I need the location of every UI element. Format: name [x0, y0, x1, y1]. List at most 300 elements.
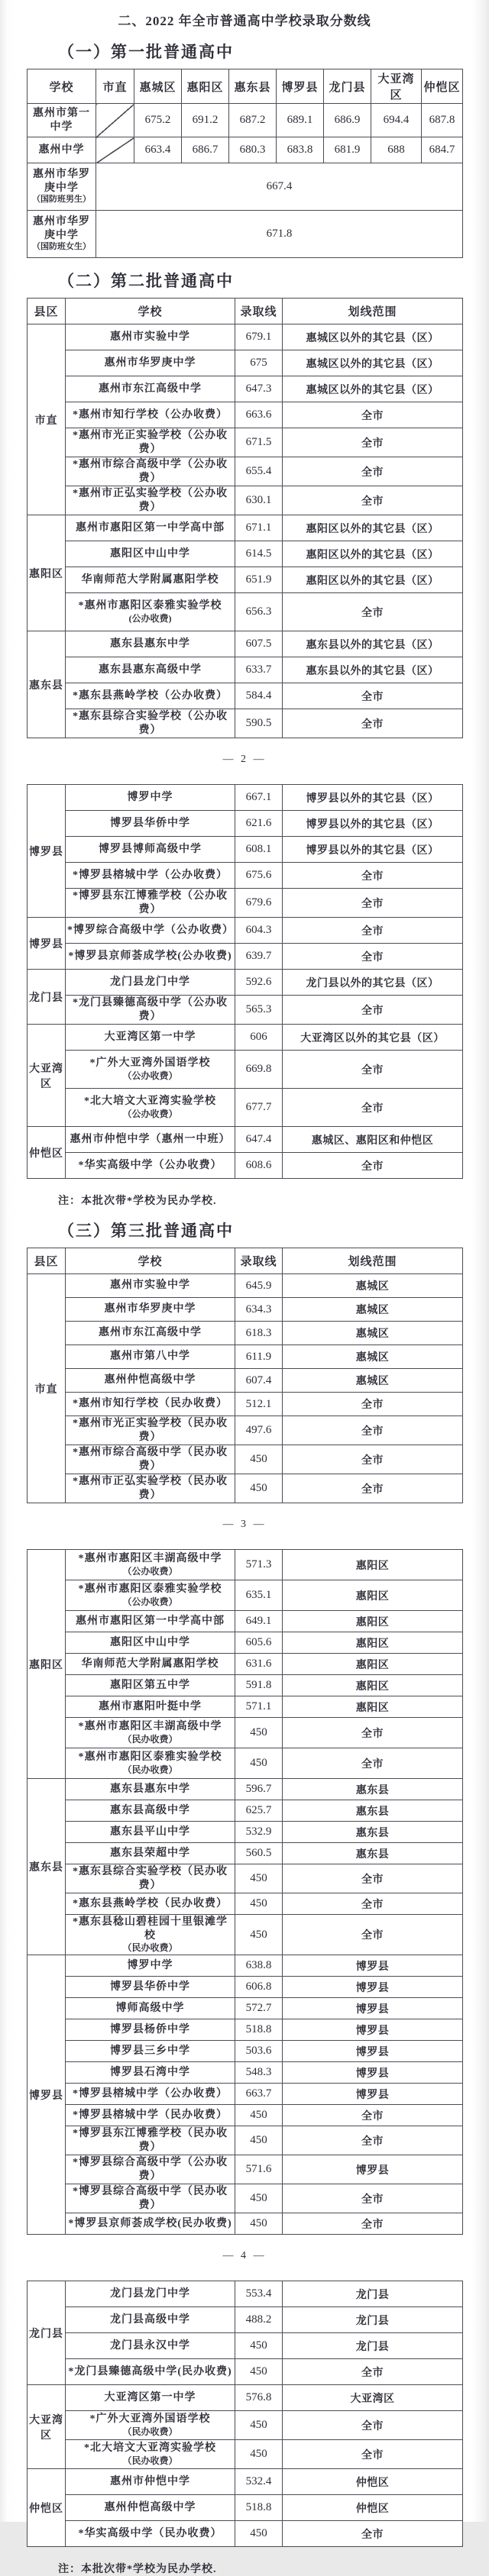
range-cell: 全市 [283, 2440, 463, 2469]
range-cell: 惠城区 [283, 1274, 463, 1298]
school-cell [66, 1445, 235, 1474]
score-cell: 691.2 [182, 104, 229, 137]
score-cell: 675.6 [235, 863, 283, 889]
district-cell: 大亚湾区 [28, 2385, 66, 2469]
range-cell: 惠阳区以外的其它县（区） [283, 541, 463, 567]
school-name: *惠州市惠阳区丰湖高级中学 [78, 1721, 222, 1733]
range-cell: 全市 [283, 2105, 463, 2126]
score-cell: 607.5 [235, 631, 283, 657]
range-cell: 全市 [283, 683, 463, 709]
school-name: *惠州市知行学校（民办收费） [73, 1398, 228, 1410]
school-name: 惠州市第八中学 [110, 1351, 190, 1363]
range-cell: 龙门县 [283, 2307, 463, 2333]
table-row [28, 2469, 463, 2495]
table-row [28, 1955, 463, 1977]
school-cell [28, 137, 96, 163]
score-cell: 645.9 [235, 1274, 283, 1298]
range-cell: 全市 [283, 1718, 463, 1748]
score-table-segment [27, 1248, 463, 1503]
score-cell: 512.1 [235, 1393, 283, 1416]
score-cell: 497.6 [235, 1416, 283, 1445]
school-cell [66, 376, 235, 402]
batch2-note: 注：本批次带*学校为民办学校. [58, 1196, 217, 1207]
score-cell: 450 [235, 1718, 283, 1748]
school-name-subline: （公办收费） [122, 1070, 178, 1081]
school-cell [66, 1416, 235, 1445]
score-cell: 450 [235, 1893, 283, 1915]
column-header: 学校 [66, 299, 235, 324]
school-name: *惠东县燕岭学校（公办收费） [73, 689, 228, 702]
table-row [28, 137, 463, 163]
school-name: 大亚湾区第一中学 [104, 2391, 196, 2403]
table-row [28, 1915, 463, 1955]
score-cell: 450 [235, 1474, 283, 1503]
table-row [28, 785, 463, 811]
table-row [28, 1051, 463, 1089]
school-name: *龙门县臻德高级中学（公办收费） [73, 997, 228, 1022]
school-name: 华南师范大学附属惠阳学校 [81, 573, 219, 586]
score-cell: 638.8 [235, 1955, 283, 1977]
table-row [28, 889, 463, 918]
school-name: *惠东县综合实验学校（民办收费） [73, 1866, 228, 1891]
range-cell: 惠城区以外的其它县（区） [283, 376, 463, 402]
score-cell: 647.4 [235, 1127, 283, 1153]
range-cell: 全市 [283, 1153, 463, 1179]
score-table-segment [27, 298, 463, 738]
table-row [28, 2213, 463, 2235]
table-row [28, 1369, 463, 1393]
school-name: 惠州市东江高级中学 [99, 383, 202, 395]
school-name: 惠州市华罗庚中学 [104, 357, 196, 369]
school-cell [66, 2521, 235, 2547]
school-cell [66, 1550, 235, 1580]
batch2-table-part2 [0, 784, 489, 1179]
score-cell: 631.6 [235, 1654, 283, 1675]
school-cell [66, 2105, 235, 2126]
score-cell: 606.8 [235, 1977, 283, 1998]
range-cell: 惠东县 [283, 1800, 463, 1822]
table-row [28, 457, 463, 486]
range-cell: 惠阳区 [283, 1611, 463, 1632]
table-row [28, 631, 463, 657]
school-cell [66, 1718, 235, 1748]
table-row [28, 350, 463, 376]
column-header: 龙门县 [324, 69, 371, 104]
school-name: *惠州市正弘实验学校（民办收费） [73, 1476, 228, 1501]
table-row [28, 2359, 463, 2385]
table-row [28, 1843, 463, 1864]
school-cell [66, 402, 235, 428]
range-cell: 全市 [283, 402, 463, 428]
school-name: 惠州市华罗庚中学 [104, 1303, 196, 1315]
range-cell: 龙门县 [283, 2281, 463, 2307]
score-cell: 560.5 [235, 1843, 283, 1864]
school-name: 惠州市惠阳区第一中学高中部 [76, 521, 225, 534]
batch1-header-row [28, 69, 463, 104]
range-cell: 全市 [283, 457, 463, 486]
school-name: *惠州市惠阳区泰雅实验学校 [78, 1751, 222, 1764]
table-row [28, 2155, 463, 2184]
school-name: 博罗县华侨中学 [110, 817, 190, 829]
score-cell: 596.7 [235, 1779, 283, 1800]
score-cell: 611.9 [235, 1345, 283, 1369]
page-number-2: — 2 — [222, 754, 267, 765]
score-cell: 503.6 [235, 2041, 283, 2062]
school-cell [66, 657, 235, 683]
table-row [28, 2411, 463, 2440]
school-cell [66, 918, 235, 944]
school-name: *北大培文大亚湾实验学校 [84, 1096, 216, 1108]
score-cell: 679.1 [235, 324, 283, 350]
table-row [28, 918, 463, 944]
table-row [28, 593, 463, 631]
score-cell: 548.3 [235, 2062, 283, 2084]
diagonal-blank-cell [96, 104, 134, 137]
school-name: *惠州市知行学校（公办收费） [73, 408, 228, 421]
district-cell: 大亚湾区 [28, 1025, 66, 1127]
column-header: 县区 [28, 299, 66, 324]
range-cell: 博罗县 [283, 1977, 463, 1998]
score-cell: 694.4 [371, 104, 422, 137]
school-name: *惠州市惠阳区泰雅实验学校 [78, 1583, 222, 1596]
batch3-heading: （三）第三批普通高中 [58, 1222, 234, 1240]
school-cell [66, 486, 235, 515]
score-table-segment [27, 1549, 463, 2235]
district-cell: 龙门县 [28, 970, 66, 1025]
score-cell: 608.6 [235, 1153, 283, 1179]
school-cell [66, 631, 235, 657]
table-row [28, 2281, 463, 2307]
school-cell [66, 1127, 235, 1153]
school-cell [66, 428, 235, 457]
score-cell: 606 [235, 1025, 283, 1051]
range-cell: 博罗县 [283, 1955, 463, 1977]
score-cell: 679.6 [235, 889, 283, 918]
table-row [28, 1998, 463, 2019]
school-name: 惠州市实验中学 [110, 331, 190, 343]
score-cell: 663.4 [134, 137, 182, 163]
range-cell: 惠城区以外的其它县（区） [283, 324, 463, 350]
score-cell: 450 [235, 1748, 283, 1779]
score-table-segment [27, 2281, 463, 2547]
batch3-table-part2 [0, 1549, 489, 2235]
school-name: *博罗县东江博雅学校（民办收费） [73, 2128, 228, 2153]
column-header: 惠城区 [134, 69, 182, 104]
district-cell: 惠阳区 [28, 515, 66, 631]
school-name: *博罗县综合高级中学（公办收费） [73, 2157, 228, 2182]
school-cell [66, 970, 235, 996]
school-name: *惠州市光正实验学校（公办收费） [73, 430, 228, 455]
range-cell: 全市 [283, 2126, 463, 2155]
batch1-heading: （一）第一批普通高中 [58, 43, 234, 61]
school-cell [66, 2333, 235, 2359]
school-name: *龙门县臻德高级中学(民办收费) [68, 2365, 232, 2377]
range-cell: 全市 [283, 889, 463, 918]
table-row [28, 1779, 463, 1800]
score-cell: 450 [235, 2440, 283, 2469]
school-name: 惠州市仲恺中学 [110, 2475, 190, 2487]
range-cell: 全市 [283, 709, 463, 738]
school-cell [66, 1274, 235, 1298]
column-header: 仲恺区 [422, 69, 463, 104]
table-row [28, 324, 463, 350]
score-cell: 518.8 [235, 2019, 283, 2041]
school-cell [66, 1393, 235, 1416]
school-name: *北大培文大亚湾实验学校 [84, 2442, 216, 2455]
school-name: 大亚湾区第一中学 [104, 1031, 196, 1043]
table-row [28, 1654, 463, 1675]
column-header: 录取线 [235, 299, 283, 324]
score-cell: 571.3 [235, 1550, 283, 1580]
school-cell [66, 515, 235, 541]
table-row [28, 2105, 463, 2126]
score-cell: 680.3 [229, 137, 277, 163]
school-cell [66, 567, 235, 593]
score-cell: 651.9 [235, 567, 283, 593]
score-cell: 450 [235, 2333, 283, 2359]
table-row [28, 2495, 463, 2521]
range-cell: 全市 [283, 996, 463, 1025]
score-cell: 686.9 [324, 104, 371, 137]
table-row [28, 863, 463, 889]
school-name: 博罗中学 [127, 1959, 173, 1971]
table-row [28, 1718, 463, 1748]
school-cell [66, 1864, 235, 1893]
table-row [28, 1550, 463, 1580]
school-cell [66, 1915, 235, 1955]
score-cell: 667.1 [235, 785, 283, 811]
school-name: 龙门县永汉中学 [110, 2339, 190, 2352]
range-cell: 惠阳区 [283, 1654, 463, 1675]
table-row [28, 709, 463, 738]
score-cell: 633.7 [235, 657, 283, 683]
table-row [28, 2307, 463, 2333]
school-name: 惠州市仲恺中学（惠州一中班） [70, 1133, 231, 1145]
school-name: 惠东县荣超中学 [110, 1847, 190, 1859]
school-cell [66, 709, 235, 738]
range-cell: 惠城区 [283, 1345, 463, 1369]
school-cell [66, 863, 235, 889]
district-cell: 仲恺区 [28, 1127, 66, 1179]
school-name: 惠州仲恺高级中学 [104, 1374, 196, 1386]
school-cell [28, 104, 96, 137]
range-cell: 大亚湾区 [283, 2385, 463, 2411]
table-row [28, 1675, 463, 1696]
school-name: 惠东县高级中学 [110, 1804, 190, 1816]
school-name: *博罗县榕城中学（公办收费） [73, 2087, 228, 2100]
range-cell: 博罗县以外的其它县（区） [283, 837, 463, 863]
diagonal-blank-cell [96, 137, 134, 163]
score-cell: 584.4 [235, 683, 283, 709]
school-name: *博罗县京师荟成学校(民办收费) [68, 2217, 232, 2229]
table-row [28, 1864, 463, 1893]
school-name: 博罗县石湾中学 [110, 2066, 190, 2078]
range-cell: 全市 [283, 1915, 463, 1955]
school-cell [66, 1345, 235, 1369]
table-row [28, 1445, 463, 1474]
range-cell: 大亚湾区以外的其它县（区） [283, 1025, 463, 1051]
batch1-table [27, 69, 463, 258]
table-row [28, 1393, 463, 1416]
range-cell: 惠东县 [283, 1843, 463, 1864]
column-header: 县区 [28, 1248, 66, 1274]
school-name: 龙门县龙门中学 [110, 976, 190, 988]
score-cell: 656.3 [235, 593, 283, 631]
school-cell [66, 2126, 235, 2155]
score-cell: 649.1 [235, 1611, 283, 1632]
range-cell: 博罗县 [283, 2041, 463, 2062]
school-name: *华实高级中学（公办收费） [78, 1159, 222, 1171]
school-cell [66, 1822, 235, 1843]
table-row [28, 486, 463, 515]
school-cell [28, 211, 96, 258]
score-cell: 647.3 [235, 376, 283, 402]
table-row [28, 376, 463, 402]
school-name: *华实高级中学（民办收费） [78, 2527, 222, 2539]
range-cell: 全市 [283, 428, 463, 457]
range-cell: 惠城区、惠阳区和仲恺区 [283, 1127, 463, 1153]
score-cell: 663.6 [235, 402, 283, 428]
table-row [28, 1089, 463, 1127]
score-cell: 565.3 [235, 996, 283, 1025]
range-cell: 博罗县以外的其它县（区） [283, 811, 463, 837]
column-header: 学校 [28, 69, 96, 104]
school-cell [66, 837, 235, 863]
table-row [28, 2019, 463, 2041]
school-cell [66, 593, 235, 631]
school-cell [66, 1611, 235, 1632]
school-name: *博罗县东江博雅学校（公办收费） [73, 890, 228, 915]
school-name-subline: （民办收费） [122, 1733, 178, 1745]
range-cell: 惠阳区 [283, 1675, 463, 1696]
range-cell: 惠城区以外的其它县（区） [283, 350, 463, 376]
school-name: 惠州中学 [38, 144, 85, 156]
range-cell: 仲恺区 [283, 2469, 463, 2495]
school-cell [66, 785, 235, 811]
table-row [28, 2440, 463, 2469]
table-row [28, 2333, 463, 2359]
column-header: 录取线 [235, 1248, 283, 1274]
school-name: *惠州市综合高级中学（民办收费） [73, 1447, 228, 1472]
school-name: 博罗县华侨中学 [110, 1980, 190, 1993]
table-row [28, 211, 463, 258]
range-cell: 全市 [283, 1051, 463, 1089]
table-row [28, 1632, 463, 1654]
school-name: *广外大亚湾外国语学校 [89, 2413, 211, 2426]
table-row [28, 2184, 463, 2213]
score-cell: 450 [235, 2213, 283, 2235]
school-cell [66, 1800, 235, 1822]
school-cell [66, 944, 235, 970]
table-row [28, 541, 463, 567]
school-cell [66, 2155, 235, 2184]
school-cell [66, 2281, 235, 2307]
range-cell: 博罗县以外的其它县（区） [283, 785, 463, 811]
school-name-subline: （民办收费） [122, 2455, 178, 2466]
school-name: *惠州市光正实验学校（民办收费） [73, 1418, 228, 1443]
score-cell: 683.8 [277, 137, 324, 163]
school-name: 龙门县高级中学 [110, 2313, 190, 2326]
table-row [28, 1611, 463, 1632]
table-row [28, 1274, 463, 1298]
score-cell: 625.7 [235, 1800, 283, 1822]
range-cell: 全市 [283, 1748, 463, 1779]
range-cell: 龙门县 [283, 2333, 463, 2359]
range-cell: 惠城区 [283, 1322, 463, 1345]
score-cell: 630.1 [235, 486, 283, 515]
score-cell: 450 [235, 2411, 283, 2440]
score-cell: 618.3 [235, 1322, 283, 1345]
score-cell: 687.2 [229, 104, 277, 137]
range-cell: 惠城区 [283, 1298, 463, 1322]
school-cell [66, 541, 235, 567]
school-cell [66, 811, 235, 837]
school-name-subline: （公办收费） [122, 1596, 178, 1607]
school-name: 龙门县龙门中学 [110, 2287, 190, 2300]
school-name: *博罗县综合高级中学（民办收费） [73, 2186, 228, 2211]
school-cell [66, 1298, 235, 1322]
table-row [28, 1580, 463, 1611]
school-cell [66, 1998, 235, 2019]
school-name: 惠州市第一中学 [33, 108, 90, 133]
table-row [28, 2062, 463, 2084]
score-cell: 675 [235, 350, 283, 376]
score-cell: 450 [235, 2521, 283, 2547]
range-cell: 惠阳区以外的其它县（区） [283, 567, 463, 593]
school-name-subline: （民办收费） [122, 1764, 178, 1775]
table-row [28, 2084, 463, 2105]
range-cell: 全市 [283, 2213, 463, 2235]
score-cell: 591.8 [235, 1675, 283, 1696]
range-cell: 惠阳区 [283, 1550, 463, 1580]
school-name: 博罗县杨侨中学 [110, 2023, 190, 2035]
school-cell [66, 2307, 235, 2333]
school-name: 惠东县惠东中学 [110, 638, 190, 650]
table-row [28, 944, 463, 970]
school-name: 惠州市东江高级中学 [99, 1327, 202, 1339]
table-row [28, 2385, 463, 2411]
table-row [28, 837, 463, 863]
range-cell: 全市 [283, 2359, 463, 2385]
district-cell: 惠阳区 [28, 1550, 66, 1779]
school-cell [66, 1843, 235, 1864]
range-cell: 仲恺区 [283, 2495, 463, 2521]
school-name-subline: （公办收费） [122, 1565, 178, 1577]
range-cell: 惠阳区 [283, 1696, 463, 1718]
school-cell [66, 683, 235, 709]
school-name: *博罗综合高级中学（公办收费） [67, 924, 234, 936]
school-name: 惠州仲恺高级中学 [104, 2501, 196, 2513]
score-cell: 614.5 [235, 541, 283, 567]
range-cell: 博罗县 [283, 2019, 463, 2041]
table-row [28, 1322, 463, 1345]
score-cell: 605.6 [235, 1632, 283, 1654]
table-row [28, 428, 463, 457]
score-cell: 450 [235, 1864, 283, 1893]
range-cell: 惠东县 [283, 1822, 463, 1843]
table-row [28, 1127, 463, 1153]
table-row [28, 2041, 463, 2062]
score-cell: 450 [235, 2126, 283, 2155]
score-cell: 686.7 [182, 137, 229, 163]
table-row [28, 567, 463, 593]
school-name: 博师高级中学 [115, 2002, 185, 2014]
range-cell: 全市 [283, 2521, 463, 2547]
range-cell: 博罗县 [283, 2155, 463, 2184]
table-row [28, 996, 463, 1025]
page-title: 二、2022 年全市普通高中学校录取分数线 [118, 14, 371, 28]
school-cell [66, 1696, 235, 1718]
